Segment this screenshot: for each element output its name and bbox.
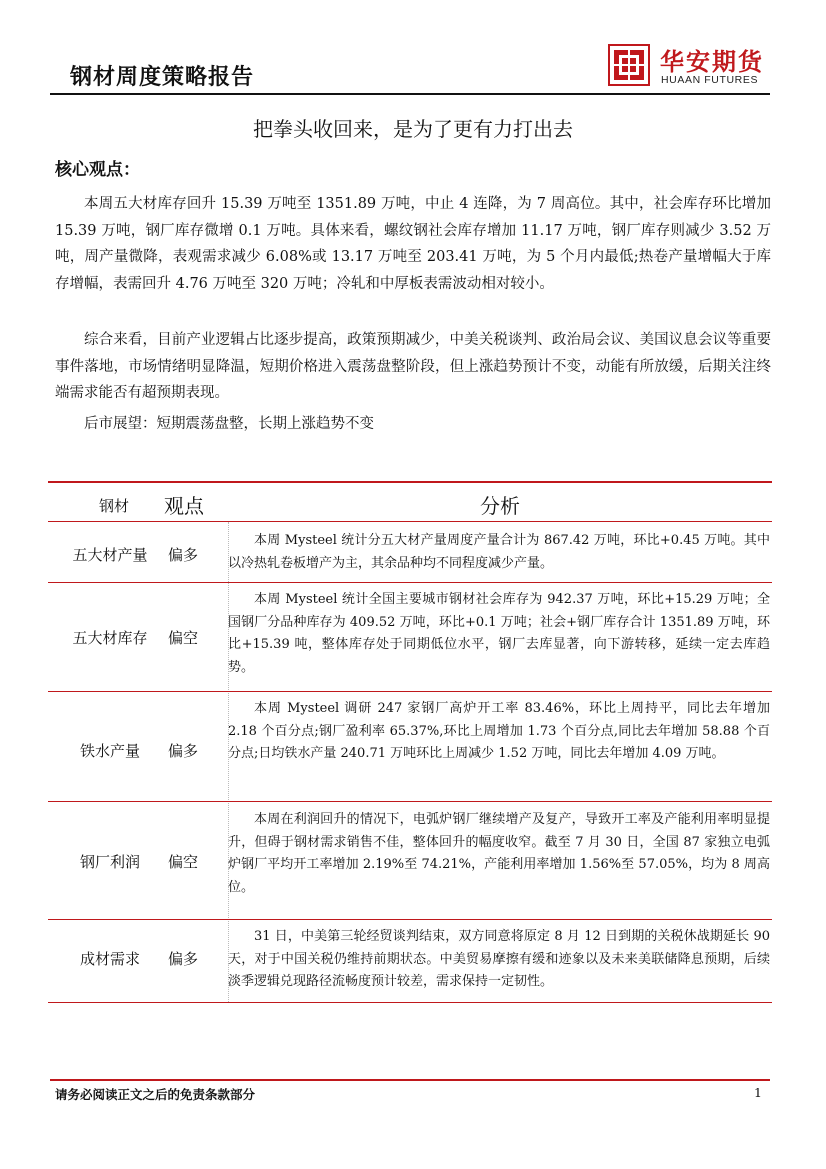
- row-divider: [48, 801, 772, 802]
- row-divider: [48, 919, 772, 920]
- core-views-heading: 核心观点：: [55, 160, 140, 180]
- core-views-paragraph: 本周五大材库存回升 15.39 万吨至 1351.89 万吨，中止 4 连降，为 7 周高位。其中，社会库存环比增加 15.39 万吨，钢厂库存微增 0.1 万吨。具体来看，螺纹钢社会库存增加 11.17 万吨，钢厂库存则减少 3.52 万吨，周产量微降，表观需求减少 6.08%或 13.17 万吨至 203.41 万吨，为 5 个月内最低;热卷产量增幅大于库存增幅，表需回升 4.76 万吨至 320 万吨；冷轧和中厚板表需波动相对较小。: [55, 196, 771, 292]
- row-analysis-text: 本周 Mysteel 调研 247 家钢厂高炉开工率 83.46%，环比上周持平，同比去年增加 2.18 个百分点;钢厂盈利率 65.37%,环比上周增加 1.73 个百分点,同比去年增加 58.88 个百分点;日均铁水产量 240.71 万吨环比上周减少 1.52 万吨，同比去年增加 4.09 万吨。: [228, 701, 770, 761]
- disclaimer-note: 请务必阅读正文之后的免责条款部分: [55, 1087, 256, 1102]
- row-divider: [48, 582, 772, 583]
- footer-divider: [50, 1079, 770, 1081]
- row-analysis-text: 本周在利润回升的情况下，电弧炉钢厂继续增产及复产，导致开工率及产能利用率明显提升，但碍于钢材需求销售不佳，整体回升的幅度收窄。截至 7 月 30 日，全国 87 家独立电弧炉钢厂平均开工率增加 2.19%至 74.21%，产能利用率增加 1.56%至 57.05%，均为 8 周高位。: [228, 812, 770, 895]
- logo-seal-icon: [608, 44, 650, 86]
- row-analysis: [228, 809, 770, 899]
- table-header-rule: [48, 521, 772, 522]
- page-number: 1: [754, 1085, 762, 1100]
- row-view: 偏空: [167, 629, 198, 647]
- market-outlook: 后市展望：短期震荡盘整，长期上涨趋势不变: [84, 416, 374, 432]
- row-analysis-text: 31 日，中美第三轮经贸谈判结束，双方同意将原定 8 月 12 日到期的关税休战期延长 90 天，对于中国关税仍维持前期状态。中美贸易摩擦有缓和迹象以及未来美联储降息预期，后续淡季逻辑兑现路径流畅度预计较差，需求保持一定韧性。: [228, 929, 770, 989]
- row-analysis: [228, 698, 770, 766]
- core-views-body: [55, 191, 771, 297]
- logo-english-name: HUAAN FUTURES: [661, 74, 759, 86]
- table-top-rule: [48, 481, 772, 483]
- row-analysis: [228, 926, 770, 994]
- table-bottom-rule: [48, 1002, 772, 1003]
- row-analysis-text: 本周 Mysteel 统计分五大材产量周度产量合计为 867.42 万吨，环比+0.45 万吨。其中以冷热轧卷板增产为主，其余品种均不同程度减少产量。: [228, 533, 770, 571]
- row-material: 钢厂利润: [79, 853, 140, 871]
- row-analysis: [228, 530, 770, 575]
- main-headline: 把拳头收回来，是为了更有力打出去: [253, 117, 573, 141]
- row-divider: [48, 691, 772, 692]
- row-view: 偏多: [167, 950, 198, 968]
- core-views-body: [55, 411, 771, 438]
- core-views-paragraph: 综合来看，目前产业逻辑占比逐步提高，政策预期减少，中美关税谈判、政治局会议、美国议息会议等重要事件落地，市场情绪明显降温，短期价格进入震荡盘整阶段，但上涨趋势预计不变，动能有所放缓，后期关注终端需求能否有超预期表现。: [55, 332, 771, 401]
- row-material: 成材需求: [79, 950, 140, 968]
- row-view: 偏多: [167, 742, 198, 760]
- row-material: 铁水产量: [79, 742, 140, 760]
- table-header-analysis: 分析: [480, 494, 520, 518]
- row-material: 五大材产量: [72, 546, 148, 564]
- row-view: 偏多: [167, 546, 198, 564]
- row-view: 偏空: [167, 853, 198, 871]
- table-header-material: 钢材: [98, 497, 129, 515]
- header-divider: [50, 93, 770, 95]
- report-title: 钢材周度策略报告: [70, 65, 255, 90]
- company-logo: [608, 44, 773, 90]
- core-views-body: [55, 327, 771, 407]
- row-material: 五大材库存: [72, 629, 148, 647]
- row-analysis: [228, 589, 770, 679]
- row-analysis-text: 本周 Mysteel 统计全国主要城市钢材社会库存为 942.37 万吨，环比+15.29 万吨；全国钢厂分品种库存为 409.52 万吨，环比+0.1 万吨；社会+钢厂库存合计 1351.89 万吨，环比+15.39 吨，整体库存处于同期低位水平，钢厂去库显著，向下游转移，延续一定去库趋势。: [228, 592, 770, 675]
- table-header-view: 观点: [164, 494, 204, 518]
- logo-chinese-name: 华安期货: [660, 47, 764, 76]
